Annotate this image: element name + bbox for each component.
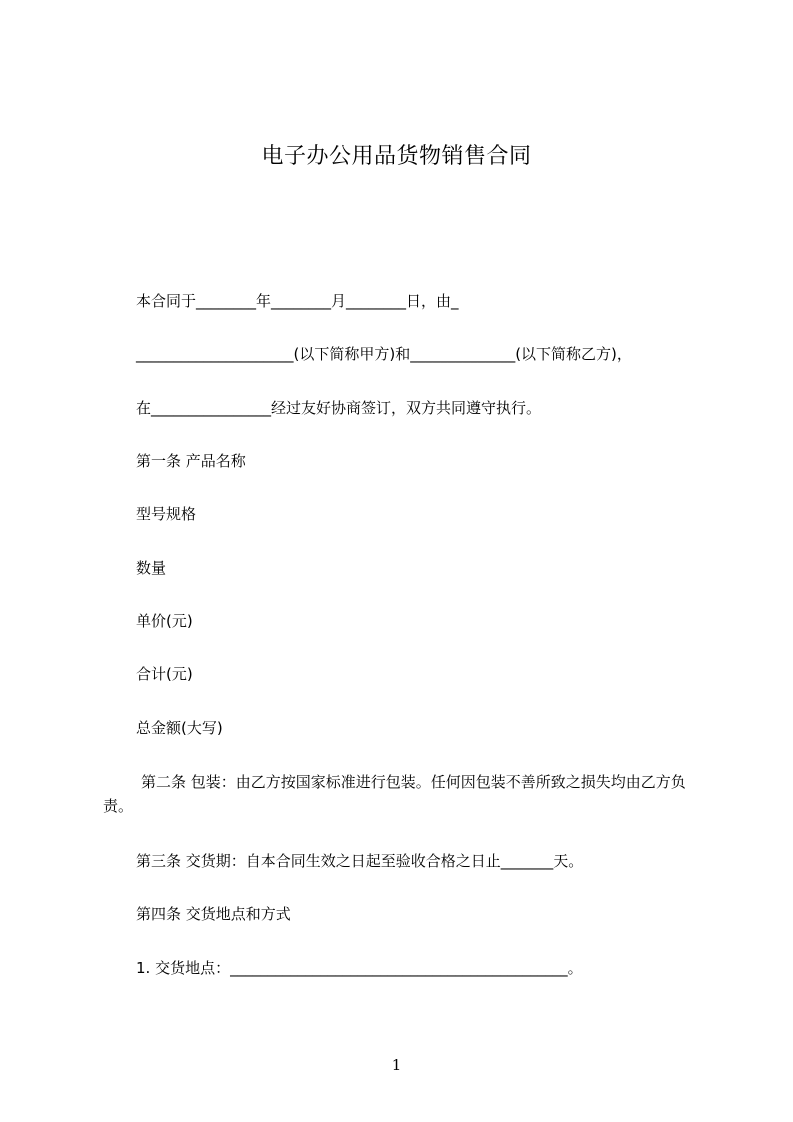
delivery-place-line: 1. 交货地点：_____________________________________________。 — [136, 959, 583, 977]
signing-location-line: 在________________经过友好协商签订，双方共同遵守执行。 — [136, 399, 542, 417]
article-3-delivery-period: 第三条 交货期：自本合同生效之日起至验收合格之日止_______天。 — [136, 852, 584, 870]
field-unit-price: 单价(元) — [136, 612, 193, 630]
article-2-packaging: 第二条 包装：由乙方按国家标准进行包装。任何因包装不善所致之损失均由乙方负责。 — [103, 773, 686, 815]
field-total-amount: 总金额(大写) — [136, 719, 223, 737]
field-quantity: 数量 — [136, 559, 167, 577]
article-4-heading: 第四条 交货地点和方式 — [136, 905, 291, 923]
page-number: 1 — [391, 1056, 402, 1074]
page-title: 电子办公用品货物销售合同 — [261, 144, 532, 169]
field-subtotal: 合计(元) — [136, 665, 193, 683]
intro-date-line: 本合同于________年________月________日，由_ — [136, 292, 459, 310]
field-model-spec: 型号规格 — [136, 505, 197, 523]
article-1-heading: 第一条 产品名称 — [136, 452, 246, 470]
parties-line: _____________________(以下简称甲方)和______________(以下简称乙方)， — [136, 345, 632, 363]
